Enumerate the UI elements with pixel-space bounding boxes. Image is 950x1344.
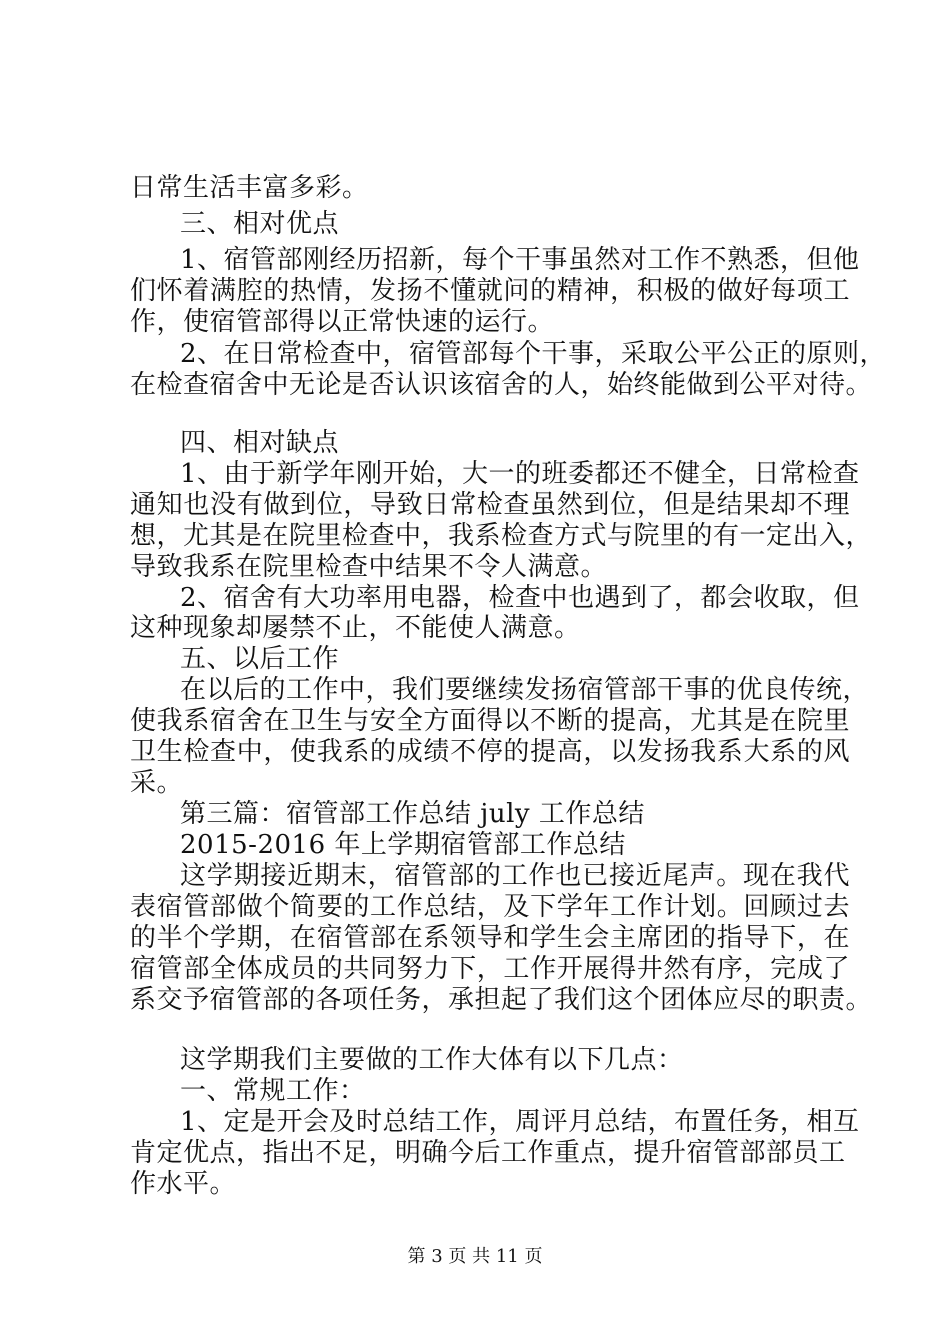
- text-line: 想，尤其是在院里检查中，我系检查方式与院里的有一定出入，: [130, 521, 873, 551]
- text-line: 这学期我们主要做的工作大体有以下几点：: [180, 1045, 684, 1075]
- text-line: 作水平。: [130, 1169, 237, 1199]
- text-line: 通知也没有做到位，导致日常检查虽然到位，但是结果却不理: [130, 490, 850, 520]
- text-line: 采。: [130, 768, 184, 798]
- text-line: 2、在日常检查中，宿管部每个干事，采取公平公正的原则，: [180, 339, 887, 369]
- text-line: 这种现象却屡禁不止，不能使人满意。: [130, 613, 581, 643]
- text-line: 日常生活丰富多彩。: [130, 173, 369, 203]
- section-heading: 一、常规工作：: [180, 1076, 366, 1106]
- text-line: 的半个学期，在宿管部在系领导和学生会主席团的指导下，在: [130, 923, 850, 953]
- text-line: 2、宿舍有大功率用电器，检查中也遇到了，都会收取，但: [180, 583, 860, 613]
- page-footer: 第 3 页 共 11 页: [407, 1246, 543, 1267]
- text-line: 肯定优点，指出不足，明确今后工作重点，提升宿管部部员工: [130, 1138, 846, 1168]
- text-line: 使我系宿舍在卫生与安全方面得以不断的提高，尤其是在院里: [130, 706, 850, 736]
- text-line: 导致我系在院里检查中结果不令人满意。: [130, 552, 608, 582]
- text-line: 表宿管部做个简要的工作总结，及下学年工作计划。回顾过去: [130, 892, 850, 922]
- section-heading: 五、以后工作: [180, 644, 340, 674]
- text-line: 1、宿管部刚经历招新，每个干事虽然对工作不熟悉，但他: [180, 245, 860, 275]
- section-heading: 四、相对缺点: [180, 428, 340, 458]
- text-line: 在以后的工作中，我们要继续发扬宿管部干事的优良传统，: [180, 675, 870, 705]
- text-line: 作，使宿管部得以正常快速的运行。: [130, 307, 555, 337]
- text-line: 宿管部全体成员的共同努力下，工作开展得井然有序，完成了: [130, 954, 850, 984]
- text-line: 这学期接近期末，宿管部的工作也已接近尾声。现在我代: [180, 861, 850, 891]
- chapter-subtitle: 2015-2016 年上学期宿管部工作总结: [180, 830, 626, 860]
- section-heading: 三、相对优点: [180, 209, 340, 239]
- text-line: 1、由于新学年刚开始，大一的班委都还不健全，日常检查: [180, 459, 860, 489]
- text-line: 1、定是开会及时总结工作，周评月总结，布置任务，相互: [180, 1107, 860, 1137]
- text-line: 系交予宿管部的各项任务，承担起了我们这个团体应尽的职责。: [130, 985, 873, 1015]
- text-line: 在检查宿舍中无论是否认识该宿舍的人，始终能做到公平对待。: [130, 370, 873, 400]
- text-line: 卫生检查中，使我系的成绩不停的提高，以发扬我系大系的风: [130, 737, 850, 767]
- text-line: 们怀着满腔的热情，发扬不懂就问的精神，积极的做好每项工: [130, 276, 850, 306]
- chapter-heading: 第三篇：宿管部工作总结 july 工作总结: [180, 799, 645, 829]
